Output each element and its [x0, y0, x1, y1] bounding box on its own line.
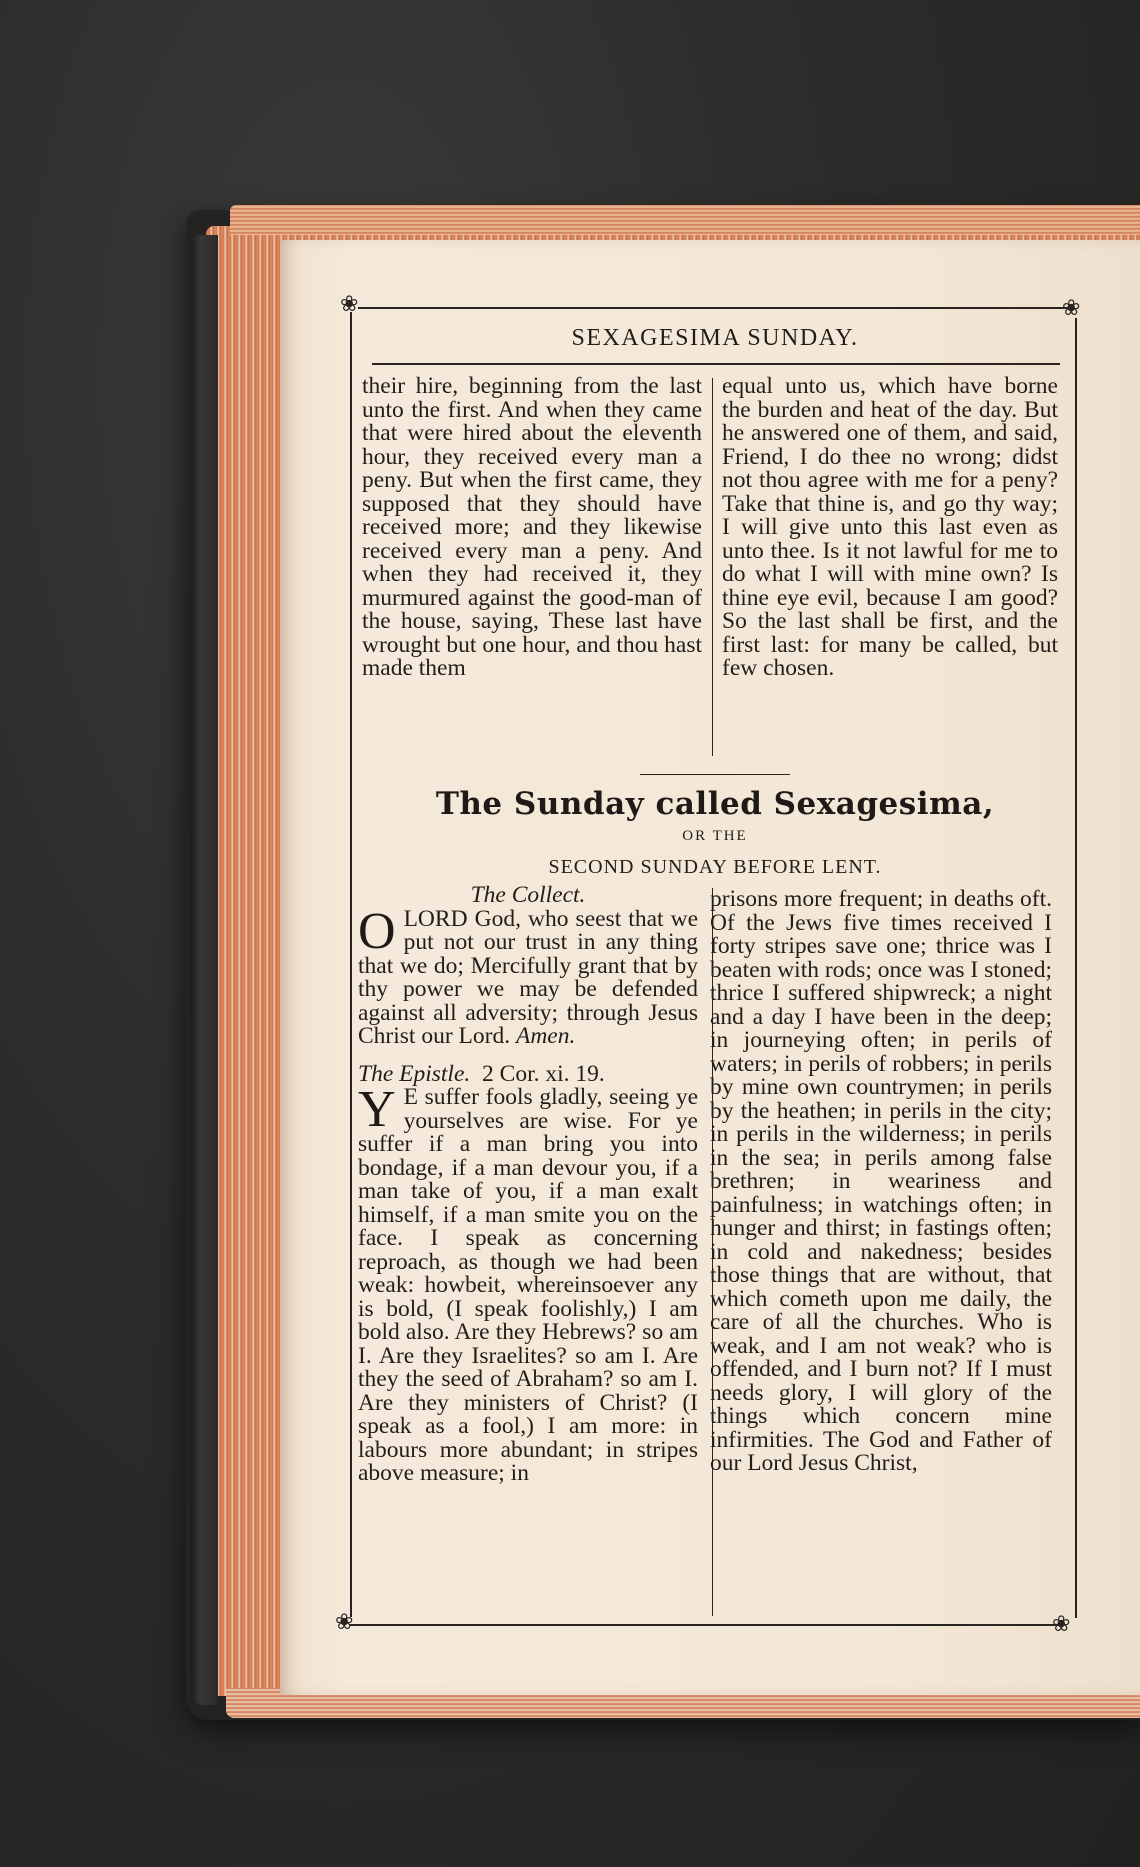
gospel-text-left: their hire, beginning from the last unto the first. And when they came that were hired about the eleventh hour, they received every man a peny. But when the first came, they supposed that they should have received more; and they likewise received every man a peny. And when they had received it, they murmured against the good-man of the house, saying, These last have wrought but one hour, and thou hast made them [362, 373, 702, 681]
section-subtitle: SECOND SUNDAY BEFORE LENT. [548, 856, 882, 878]
corner-ornament-icon: ❀ [1052, 1612, 1071, 1637]
collect-text [358, 902, 698, 1049]
epistle-body: suffer fools gladly, seeing ye yourselves are wise. For ye suffer if a man bring you into bondage, if a man devour you, if a man take of you, if a man exalt himself, if a man smite you on the face. I speak as concerning reproach, as though we had been weak: howbeit, whereinsoever any is bold, (I speak foolishly,) I am bold also. Are they Hebrews? so am I. Are they Israelites? so am I. Are they the seed of Abraham? so am I. Are they ministers of Christ? (I speak as a fool,) I am more: in labours more abundant; in stripes above measure; in [358, 1084, 698, 1486]
collect-dropcap: O [358, 902, 396, 960]
epistle-dropcap: Y [358, 1081, 396, 1138]
collect-lead: LORD [403, 905, 468, 932]
corner-ornament-icon: ❀ [335, 1610, 354, 1635]
section-title: The Sunday called Sexagesima, [435, 786, 995, 822]
bottom-right-column [710, 888, 1052, 1476]
book-spine [190, 235, 218, 1705]
collect-body: God, who seest that we put not our trust in any thing that we do; Mercifully grant that by thy power we may be defended against all adversity; through Jesus Christ our Lord. [358, 905, 698, 1049]
collect-amen: Amen. [515, 1023, 576, 1049]
epistle-text [358, 1081, 698, 1486]
frame-rule-top [358, 307, 1068, 309]
section-or: OR THE [682, 828, 748, 844]
collect-heading: The Collect. [470, 882, 586, 908]
epistle-heading: The Epistle. [358, 1060, 471, 1087]
corner-ornament-icon: ❀ [1062, 296, 1081, 321]
top-left-column [362, 375, 702, 681]
epistle-reference: 2 Cor. xi. 19. [482, 1060, 605, 1087]
epistle-heading-line [358, 1060, 698, 1087]
frame-rule-right [1075, 318, 1077, 1618]
epistle-lead: E [403, 1084, 418, 1110]
column-divider [712, 378, 713, 756]
gospel-text-right: equal unto us, which have borne the burden and heat of the day. But he answered one of them, and said, Friend, I do thee no wrong; didst not thou agree with me for a peny? Take that thine is, and go thy way; I will give unto this last even as unto thee. Is it not lawful for me to do what I will with mine own? Is thine eye evil, because I am good? So the last shall be first, and the first last: for many be called, but few chosen. [722, 373, 1058, 681]
epistle-text-continued: prisons more frequent; in deaths oft. Of the Jews five times received I forty stripes save one; thrice was I beaten with rods; once was I stoned; thrice I suffered shipwreck; a night and a day I have been in the deep; in journeying often; in perils of waters; in perils of robbers; in perils by mine own countrymen; in perils by the heathen; in perils in the city; in perils in the wilderness; in perils in the sea; in perils among false brethren; in weariness and painfulness; in watchings often; in hunger and thirst; in fastings often; in cold and nakedness; besides those things that are without, that which cometh upon me daily, the care of all the churches. Who is weak, and I am not weak? who is offended, and I burn not? If I must needs glory, I will glory of the things which concern mine infirmities. The God and Father of our Lord Jesus Christ, [710, 886, 1052, 1476]
frame-rule-bottom [350, 1624, 1062, 1626]
title-rule [372, 363, 1060, 365]
running-head: SEXAGESIMA SUNDAY. [571, 325, 859, 351]
section-separator [640, 774, 790, 775]
frame-rule-left [350, 312, 352, 1617]
bottom-left-column [358, 884, 698, 1486]
top-right-column [722, 375, 1058, 681]
corner-ornament-icon: ❀ [340, 292, 359, 317]
page-edges-top [230, 205, 1140, 235]
